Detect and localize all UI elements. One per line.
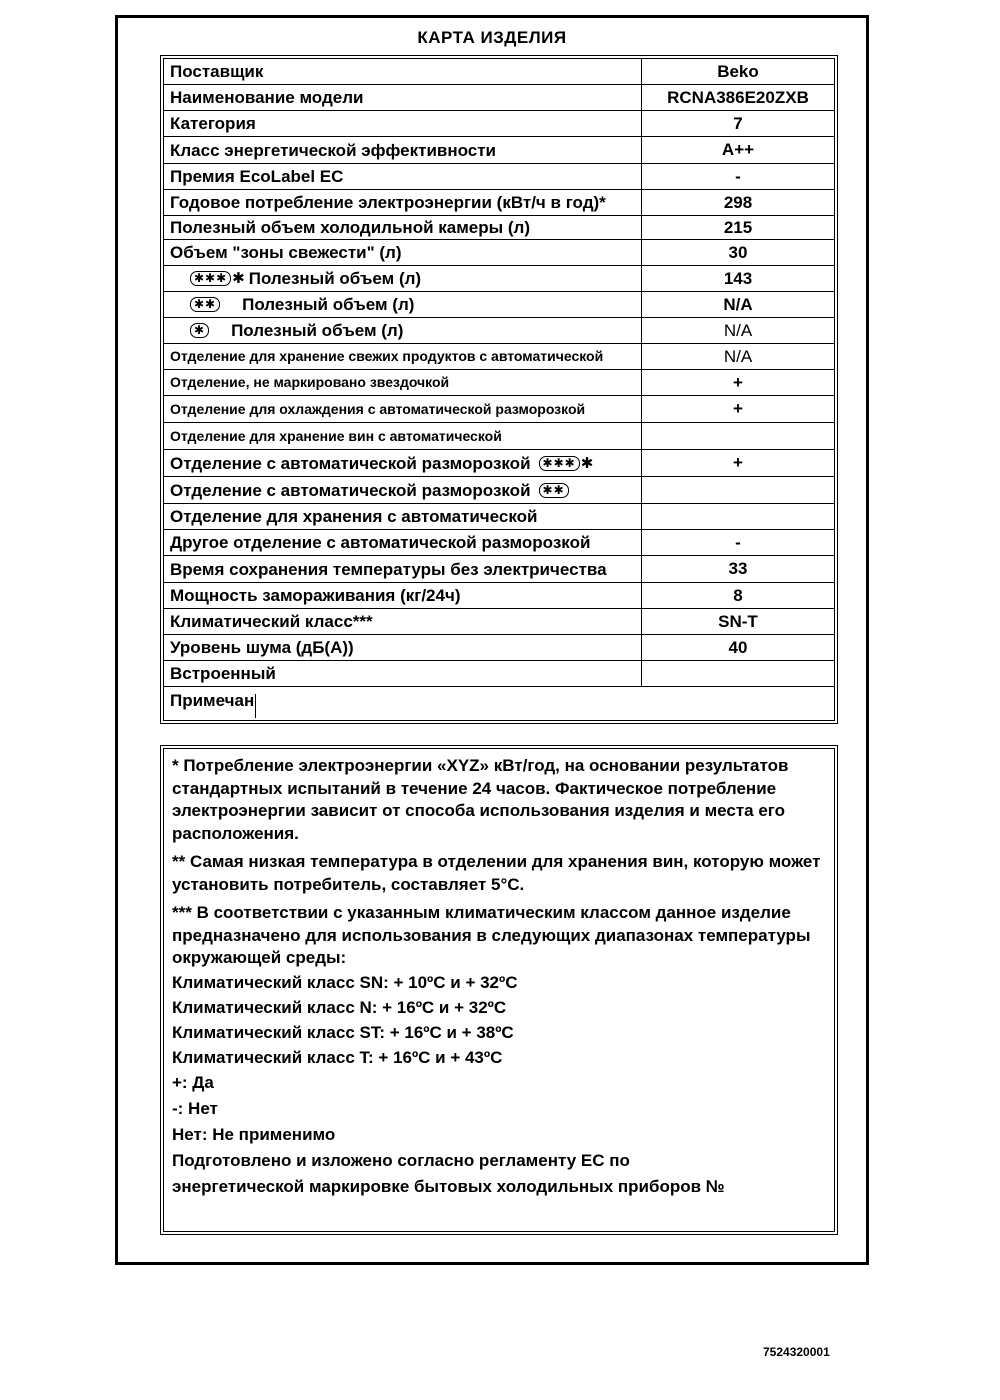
row-label: Класс энергетической эффективности xyxy=(170,140,497,160)
row-label: Поставщик xyxy=(170,62,264,81)
table-row xyxy=(164,318,834,344)
row-value: + xyxy=(733,372,743,392)
row-value xyxy=(642,423,834,449)
legend-plus: +: Да xyxy=(172,1072,214,1092)
table-row xyxy=(164,583,834,609)
row-label: Отделение с автоматической разморозкой xyxy=(170,453,531,473)
climate-sn-line: Климатический класс SN: + 10ºС и + 32ºС xyxy=(172,972,518,992)
row-value xyxy=(642,477,834,503)
three-star-freezer-icon: ✱✱✱ xyxy=(190,271,231,286)
row-label-cell xyxy=(164,164,642,189)
row-label-cell xyxy=(164,137,642,163)
row-value: SN-T xyxy=(718,611,758,631)
page-title: КАРТА ИЗДЕЛИЯ xyxy=(417,28,567,47)
row-label-cell xyxy=(164,344,642,369)
row-label: Полезный объем (л) xyxy=(242,295,415,314)
row-value: 8 xyxy=(733,585,743,605)
document-code: 7524320001 xyxy=(763,1345,830,1359)
legend-na: Нет: Не применимо xyxy=(172,1124,336,1144)
row-label: Премия EcoLabel ЕС xyxy=(170,167,344,186)
row-label-cell xyxy=(164,292,642,317)
row-value: 33 xyxy=(728,559,748,578)
table-row xyxy=(164,635,834,661)
text-cursor xyxy=(255,694,256,718)
row-value: 30 xyxy=(728,242,748,262)
row-label-cell xyxy=(164,396,642,422)
table-row xyxy=(164,111,834,137)
row-value xyxy=(642,504,834,529)
row-value: N/A xyxy=(723,346,753,366)
row-label: Полезный объем (л) xyxy=(248,269,422,288)
row-label: Климатический класс*** xyxy=(170,612,373,631)
table-row xyxy=(164,266,834,292)
row-label-cell xyxy=(164,661,642,686)
row-value: Beko xyxy=(717,61,759,81)
table-row xyxy=(164,59,834,85)
row-label-cell xyxy=(164,635,642,660)
row-value: RCNA386E20ZXB xyxy=(667,87,809,107)
row-label-cell xyxy=(164,370,642,395)
climate-t-line: Климатический класс T: + 16ºС и + 43ºС xyxy=(172,1047,503,1067)
row-label-cell xyxy=(164,687,834,713)
table-row xyxy=(164,450,834,477)
row-value: N/A xyxy=(723,294,753,314)
row-label-cell xyxy=(164,583,642,608)
table-row xyxy=(164,240,834,266)
row-label: Уровень шума (дБ(А)) xyxy=(170,638,354,657)
row-label: Объем "зоны свежести" (л) xyxy=(170,243,402,262)
row-label-cell xyxy=(164,216,642,239)
row-label-cell xyxy=(164,111,642,136)
row-label: Отделение для охлаждения с автоматической разморозкой xyxy=(170,400,586,417)
table-row xyxy=(164,164,834,190)
row-label-cell xyxy=(164,318,642,343)
row-label-cell xyxy=(164,530,642,555)
footnotes-body xyxy=(163,748,835,1232)
row-value: + xyxy=(733,453,743,472)
row-value: - xyxy=(735,532,741,552)
table-row xyxy=(164,609,834,635)
climate-st-line: Климатический класс ST: + 16ºС и + 38ºС xyxy=(172,1022,514,1042)
row-label: Отделение для хранение вин с автоматической xyxy=(170,427,502,444)
three-star-freezer-icon: ✱✱✱ xyxy=(539,456,580,471)
table-row xyxy=(164,504,834,530)
row-value: - xyxy=(735,166,741,186)
row-value xyxy=(642,661,834,686)
table-row xyxy=(164,190,834,216)
table-row xyxy=(164,344,834,370)
row-value: 215 xyxy=(723,217,753,237)
row-value: N/A xyxy=(723,320,753,340)
legend-minus: -: Нет xyxy=(172,1098,218,1118)
two-star-freezer-icon: ✱✱ xyxy=(539,483,569,498)
row-label: Примечан xyxy=(170,690,255,710)
row-label: Мощность замораживания (кг/24ч) xyxy=(170,586,461,605)
table-row xyxy=(164,477,834,504)
footnote-1: * Потребление электроэнергии «XYZ» кВт/год, на основании результатов стандартных испытаний в течение 24 часов. Фактическое потребление электроэнергии зависит от способа использования изделия и места его расположения. xyxy=(172,756,789,843)
row-label-cell xyxy=(164,609,642,634)
star-extra-icon: ✱ xyxy=(232,270,245,287)
row-label: Годовое потребление электроэнергии (кВт/ч в год)* xyxy=(170,193,606,212)
row-label-cell xyxy=(164,423,642,449)
row-label: Полезный объем (л) xyxy=(231,321,404,340)
footnote-3: *** В соответствии с указанным климатическим классом данное изделие предназначено для использования в следующих диапазонах температуры окружающей среды: xyxy=(172,903,811,967)
row-label-cell xyxy=(164,477,642,503)
row-label-cell xyxy=(164,556,642,582)
star-extra-icon: ✱ xyxy=(580,454,594,472)
row-label-cell xyxy=(164,190,642,215)
table-row xyxy=(164,661,834,687)
table-row xyxy=(164,292,834,318)
row-label: Отделение с автоматической разморозкой xyxy=(170,480,531,500)
table-row xyxy=(164,370,834,396)
footnote-2: ** Самая низкая температура в отделении для хранения вин, которую может установить потребитель, составляет 5°С. xyxy=(172,852,821,894)
row-label-cell xyxy=(164,240,642,265)
row-label: Встроенный xyxy=(170,664,276,683)
row-label: Другое отделение с автоматической разморозкой xyxy=(170,533,591,552)
row-label: Категория xyxy=(170,114,256,133)
row-label: Отделение, не маркировано звездочкой xyxy=(170,374,450,390)
row-value: + xyxy=(733,399,743,418)
table-row xyxy=(164,687,834,713)
row-value: 40 xyxy=(728,637,748,657)
row-label-cell xyxy=(164,504,642,529)
row-value: 298 xyxy=(723,192,753,212)
row-value: 143 xyxy=(723,268,753,288)
row-label: Отделение для хранения с автоматической xyxy=(170,507,538,526)
row-label-cell xyxy=(164,85,642,110)
row-label: Наименование модели xyxy=(170,88,364,107)
regulation-line-1: Подготовлено и изложено согласно регламенту ЕС по xyxy=(172,1150,630,1170)
row-label: Время сохранения температуры без электричества xyxy=(170,559,607,579)
row-label-cell xyxy=(164,266,642,291)
row-value: 7 xyxy=(733,113,743,133)
table-row xyxy=(164,556,834,583)
row-label: Полезный объем холодильной камеры (л) xyxy=(170,218,530,237)
table-row xyxy=(164,396,834,423)
table-row xyxy=(164,137,834,164)
row-label-cell xyxy=(164,450,642,476)
table-row xyxy=(164,216,834,240)
spec-table xyxy=(160,55,838,724)
table-row xyxy=(164,85,834,111)
spec-table-body xyxy=(163,58,835,721)
climate-n-line: Климатический класс N: + 16ºС и + 32ºС xyxy=(172,997,507,1017)
row-label: Отделение для хранение свежих продуктов с автоматической xyxy=(170,348,604,364)
row-value: A++ xyxy=(721,140,755,159)
row-label-cell xyxy=(164,59,642,84)
table-row xyxy=(164,423,834,450)
table-row xyxy=(164,530,834,556)
footnotes-box xyxy=(160,745,838,1235)
regulation-line-2: энергетической маркировке бытовых холодильных приборов № xyxy=(172,1176,725,1196)
one-star-freezer-icon: ✱ xyxy=(190,323,209,338)
two-star-freezer-icon: ✱✱ xyxy=(190,297,220,312)
